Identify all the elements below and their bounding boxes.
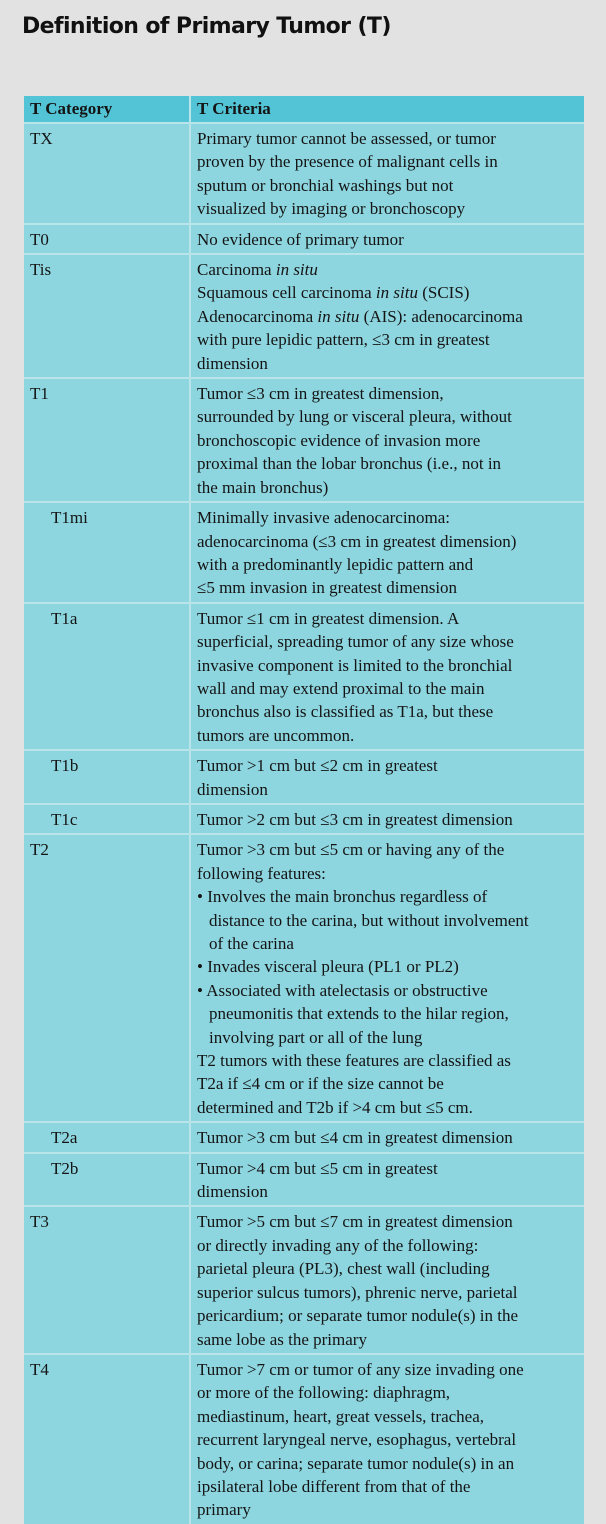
column-header-t-criteria: T Criteria	[190, 96, 584, 123]
t-category-cell: T2a	[24, 1122, 190, 1152]
criteria-line: or directly invading any of the following:	[197, 1235, 479, 1255]
t-criteria-cell	[190, 1153, 584, 1207]
criteria-line: dimension	[197, 353, 268, 373]
criteria-line: with pure lepidic pattern, ≤3 cm in greatest	[197, 330, 490, 350]
criteria-line: Carcinoma in situ	[197, 260, 318, 280]
criteria-line: Tumor >5 cm but ≤7 cm in greatest dimension	[197, 1212, 513, 1232]
table-row	[24, 603, 584, 750]
criteria-line: or more of the following: diaphragm,	[197, 1383, 451, 1403]
t-category-cell: T1mi	[24, 502, 190, 603]
t-category-cell: T0	[24, 224, 190, 254]
table-body	[24, 123, 584, 1524]
criteria-line: determined and T2b if >4 cm but ≤5 cm.	[197, 1097, 473, 1117]
t-criteria-cell	[190, 502, 584, 603]
criteria-line: body, or carina; separate tumor nodule(s) in an	[197, 1453, 515, 1473]
italic-term: in situ	[375, 283, 418, 303]
t-criteria-cell	[190, 224, 584, 254]
table-row	[24, 254, 584, 378]
t-criteria-cell	[190, 804, 584, 834]
criteria-line: following features:	[197, 863, 326, 883]
t-category-cell: T1a	[24, 603, 190, 750]
criteria-line: Tumor >7 cm or tumor of any size invading one	[197, 1359, 524, 1379]
criteria-line: mediastinum, heart, great vessels, trachea,	[197, 1406, 484, 1426]
criteria-line: • Associated with atelectasis or obstructive	[197, 980, 488, 1000]
criteria-line: pericardium; or separate tumor nodule(s) in the	[197, 1306, 518, 1326]
criteria-line: bronchus also is classified as T1a, but these	[197, 702, 494, 722]
criteria-line: parietal pleura (PL3), chest wall (including	[197, 1259, 490, 1279]
criteria-line: Tumor >1 cm but ≤2 cm in greatest	[197, 756, 438, 776]
criteria-line: adenocarcinoma (≤3 cm in greatest dimension)	[197, 531, 517, 551]
criteria-line: Tumor ≤1 cm in greatest dimension. A	[197, 608, 460, 628]
criteria-line: Minimally invasive adenocarcinoma:	[197, 508, 451, 528]
criteria-line: superior sulcus tumors), phrenic nerve, parietal	[197, 1282, 518, 1302]
criteria-line: Primary tumor cannot be assessed, or tumor	[197, 129, 496, 148]
criteria-line: Tumor >3 cm but ≤5 cm or having any of the	[197, 840, 505, 860]
criteria-line: bronchoscopic evidence of invasion more	[197, 430, 481, 450]
t-category-table	[24, 96, 584, 1524]
criteria-line: Tumor >4 cm but ≤5 cm in greatest	[197, 1158, 438, 1178]
criteria-line: same lobe as the primary	[197, 1329, 367, 1349]
t-category-cell: T2	[24, 834, 190, 1122]
t-criteria-cell	[190, 378, 584, 502]
criteria-line: T2 tumors with these features are classified as	[197, 1051, 511, 1071]
t-category-cell: T2b	[24, 1153, 190, 1207]
table-header-row	[24, 96, 584, 123]
criteria-line: proven by the presence of malignant cells in	[197, 152, 498, 172]
t-criteria-cell	[190, 750, 584, 804]
criteria-line: invasive component is limited to the bronchial	[197, 655, 513, 675]
criteria-line: ipsilateral lobe different from that of the	[197, 1476, 471, 1496]
criteria-line: visualized by imaging or bronchoscopy	[197, 199, 466, 219]
table-row	[24, 1206, 584, 1353]
criteria-line: • Involves the main bronchus regardless of	[197, 887, 488, 907]
t-category-cell: T1b	[24, 750, 190, 804]
table-row	[24, 804, 584, 834]
criteria-line: proximal than the lobar bronchus (i.e., not in	[197, 454, 502, 474]
criteria-line: dimension	[197, 779, 268, 799]
criteria-line: surrounded by lung or visceral pleura, without	[197, 407, 512, 427]
criteria-line: Tumor >2 cm but ≤3 cm in greatest dimension	[197, 809, 513, 829]
criteria-line: of the carina	[209, 934, 294, 953]
t-criteria-cell	[190, 1122, 584, 1152]
t-category-cell: T3	[24, 1206, 190, 1353]
criteria-line: involving part or all of the lung	[209, 1027, 423, 1047]
t-criteria-cell	[190, 1354, 584, 1524]
criteria-line: No evidence of primary tumor	[197, 229, 404, 249]
table-row	[24, 1122, 584, 1152]
criteria-line: ≤5 mm invasion in greatest dimension	[197, 578, 458, 598]
criteria-line: superficial, spreading tumor of any size whose	[197, 632, 514, 652]
table-row	[24, 834, 584, 1122]
criteria-line: recurrent laryngeal nerve, esophagus, vertebral	[197, 1430, 517, 1450]
t-category-cell: T1c	[24, 804, 190, 834]
column-header-t-category: T Category	[24, 96, 190, 123]
criteria-line: • Invades visceral pleura (PL1 or PL2)	[197, 957, 459, 977]
criteria-line: dimension	[197, 1182, 268, 1202]
criteria-line: T2a if ≤4 cm or if the size cannot be	[197, 1074, 444, 1094]
table-row	[24, 378, 584, 502]
criteria-line: sputum or bronchial washings but not	[197, 175, 454, 195]
table-row	[24, 1354, 584, 1524]
t-criteria-cell	[190, 254, 584, 378]
criteria-line: Tumor >3 cm but ≤4 cm in greatest dimension	[197, 1128, 513, 1148]
table-row	[24, 123, 584, 224]
t-criteria-cell	[190, 123, 584, 224]
italic-term: in situ	[275, 260, 318, 280]
criteria-line: with a predominantly lepidic pattern and	[197, 554, 474, 574]
criteria-line: wall and may extend proximal to the main	[197, 678, 485, 698]
criteria-line: Tumor ≤3 cm in greatest dimension,	[197, 384, 444, 404]
criteria-line: the main bronchus)	[197, 477, 329, 497]
italic-term: in situ	[317, 306, 360, 326]
criteria-line: tumors are uncommon.	[197, 725, 355, 745]
t-criteria-cell	[190, 603, 584, 750]
table-row	[24, 502, 584, 603]
table-row	[24, 750, 584, 804]
criteria-line: primary	[197, 1500, 251, 1520]
t-category-cell: Tis	[24, 254, 190, 378]
t-category-cell: TX	[24, 123, 190, 224]
criteria-line: pneumonitis that extends to the hilar region,	[209, 1004, 509, 1024]
page-title: Definition of Primary Tumor (T)	[22, 14, 391, 39]
criteria-line: Adenocarcinoma in situ (AIS): adenocarcinoma	[197, 306, 523, 326]
t-criteria-cell	[190, 834, 584, 1122]
t-category-cell: T4	[24, 1354, 190, 1524]
t-category-cell: T1	[24, 378, 190, 502]
table-row	[24, 1153, 584, 1207]
table-row	[24, 224, 584, 254]
criteria-line: distance to the carina, but without involvement	[209, 910, 529, 930]
t-criteria-cell	[190, 1206, 584, 1353]
criteria-line: Squamous cell carcinoma in situ (SCIS)	[197, 283, 470, 303]
